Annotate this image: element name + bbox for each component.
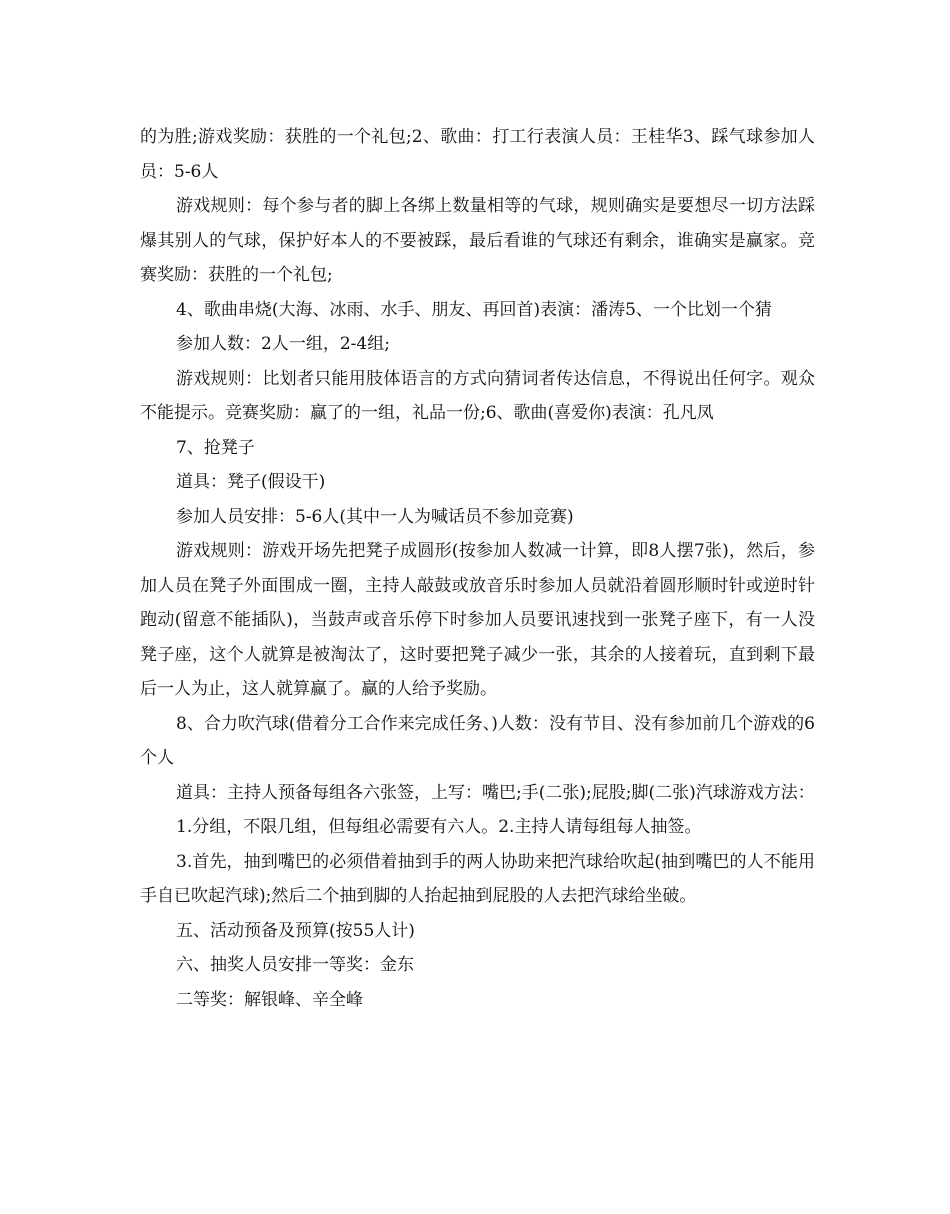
paragraph-16: 二等奖：解银峰、辛全峰	[176, 989, 363, 1010]
document-body	[140, 120, 815, 1017]
paragraph-11: 道具：主持人预备每组各六张签，上写：嘴巴;手(二张);屁股;脚(二张)汽球游戏方法：	[176, 782, 815, 803]
paragraph-12: 1.分组，不限几组，但每组必需要有六人。2.主持人请每组每人抽签。	[176, 817, 702, 837]
paragraph-4: 参加人数：2人一组，2-4组;	[176, 334, 390, 354]
paragraph-14: 五、活动预备及预算(按55人计)	[176, 920, 415, 941]
paragraph-1: 的为胜;游戏奖励：获胜的一个礼包;2、歌曲：打工行表演人员：王桂华3、踩气球参加人员：5-6人	[140, 127, 815, 182]
paragraph-8: 参加人员安排：5-6人(其中一人为喊话员不参加竞赛)	[176, 506, 574, 527]
paragraph-13: 3.首先，抽到嘴巴的必须借着抽到手的两人协助来把汽球给吹起(抽到嘴巴的人不能用手自已吹起汽球);然后二个抽到脚的人抬起抽到屁股的人去把汽球给坐破。	[140, 851, 815, 906]
paragraph-2: 游戏规则：每个参与者的脚上各绑上数量相等的气球，规则确实是要想尽一切方法踩爆其别人的气球，保护好本人的不要被踩，最后看谁的气球还有剩余，谁确实是赢家。竞赛奖励：获胜的一个礼包;	[140, 196, 815, 285]
paragraph-15: 六、抽奖人员安排一等奖：金东	[176, 955, 414, 975]
paragraph-3: 4、歌曲串烧(大海、冰雨、水手、朋友、再回首)表演：潘涛5、一个比划一个猜	[176, 299, 772, 320]
paragraph-9: 游戏规则：游戏开场先把凳子成圆形(按参加人数减一计算，即8人摆7张)，然后，参加人员在凳子外面围成一圈，主持人敲鼓或放音乐时参加人员就沿着圆形顺时针或逆时针跑动(留意不能插队)，当鼓声或音乐停下时参加人员要讯速找到一张凳子座下，有一人没凳子座，这个人就算是被淘汰了，这时要把凳子减少一张，其余的人接着玩，直到剩下最后一人为止，这人就算赢了。赢的人给予奖励。	[140, 541, 815, 699]
paragraph-6: 7、抢凳子	[176, 437, 255, 458]
paragraph-5: 游戏规则：比划者只能用肢体语言的方式向猜词者传达信息，不得说出任何字。观众不能提示。竞赛奖励：赢了的一组，礼品一份;6、歌曲(喜爱你)表演：孔凡凤	[140, 368, 815, 423]
paragraph-10: 8、合力吹汽球(借着分工合作来完成任务、)人数：没有节目、没有参加前几个游戏的6个人	[140, 713, 815, 768]
paragraph-7: 道具：凳子(假设干)	[176, 472, 326, 492]
